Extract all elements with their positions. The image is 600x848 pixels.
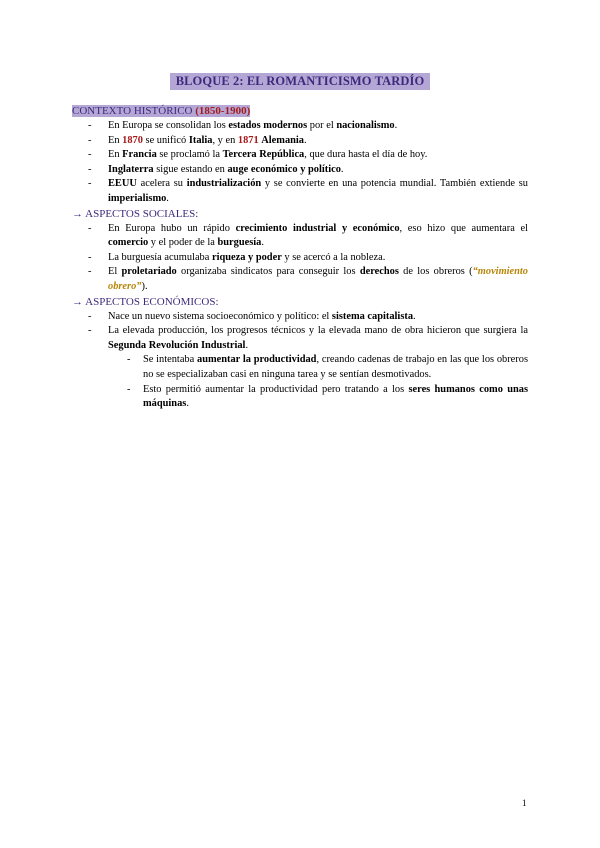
contexto-dates: (1850-1900) bbox=[195, 105, 251, 117]
contexto-heading-label: CONTEXTO HISTÓRICO (1850-1900) bbox=[72, 105, 251, 117]
document-body bbox=[72, 104, 528, 412]
list-item: - En Europa se consolidan los estados modernos por el nacionalismo. bbox=[108, 119, 528, 134]
list-item: - En 1870 se unificó Italia, y en 1871 Alemania. bbox=[108, 134, 528, 149]
economicos-list bbox=[72, 310, 528, 412]
list-item: - En Francia se proclamó la Tercera República, que dura hasta el día de hoy. bbox=[108, 148, 528, 163]
section-heading-economicos: → ASPECTOS ECONÓMICOS: bbox=[72, 295, 219, 308]
document-title: BLOQUE 2: EL ROMANTICISMO TARDÍO bbox=[170, 73, 431, 90]
section-heading-contexto bbox=[72, 104, 528, 119]
list-item: - La burguesía acumulaba riqueza y poder y se acercó a la nobleza. bbox=[108, 251, 528, 266]
list-item: - Se intentaba aumentar la productividad, creando cadenas de trabajo en las que los obreros no se especializaban casi en ninguna tarea y se sentían desmotivados. bbox=[143, 353, 528, 382]
list-item: - La elevada producción, los progresos técnicos y la elevada mano de obra hicieron que surgiera la Segunda Revolución Industrial. - Se intentaba aumentar la productividad, creando cadenas de trabajo en las que los obreros no se especializaban casi en ninguna tarea y se sentían desmotivados. - Esto permitió aumentar la productividad pero tratando a los seres humanos como unas máquinas. bbox=[108, 324, 528, 412]
sociales-list bbox=[72, 222, 528, 295]
list-item: - Nace un nuevo sistema socioeconómico y político: el sistema capitalista. bbox=[108, 310, 528, 325]
section-heading-sociales: → ASPECTOS SOCIALES: bbox=[72, 207, 199, 220]
list-item: - Inglaterra sigue estando en auge económico y político. bbox=[108, 163, 528, 178]
economicos-sublist bbox=[108, 353, 528, 411]
list-item: - EEUU acelera su industrialización y se convierte en una potencia mundial. También extiende su imperialismo. bbox=[108, 177, 528, 206]
list-item: - El proletariado organizaba sindicatos para conseguir los derechos de los obreros (“movimiento obrero”). bbox=[108, 265, 528, 294]
list-item: - Esto permitió aumentar la productividad pero tratando a los seres humanos como unas máquinas. bbox=[143, 383, 528, 412]
list-item: - En Europa hubo un rápido crecimiento industrial y económico, eso hizo que aumentara el comercio y el poder de la burguesía. bbox=[108, 222, 528, 251]
contexto-list bbox=[72, 119, 528, 207]
page-number: 1 bbox=[522, 798, 527, 808]
